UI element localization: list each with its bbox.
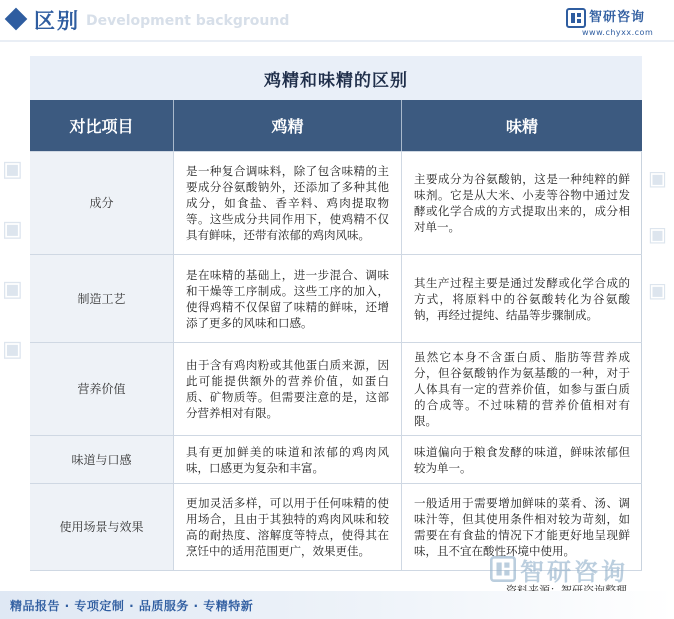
msg-cell: 味道偏向于粮食发酵的味道，鲜味浓郁但较为单一。 <box>414 444 630 475</box>
header-ghost-text: Development background <box>86 13 290 29</box>
chicken-essence-cell: 是在味精的基础上，进一步混合、调味和干燥等工序制成。这些工序的加入，使得鸡精不仅保留了味精的鲜味，还增添了更多的风味和口感。 <box>174 255 402 342</box>
msg-cell: 一般适用于需要增加鲜味的菜肴、汤、调味汁等，但其使用条件相对较为苛刻，如需要在有食盐的情况下才能更好地呈现鲜味，且不宜在酸性环境中使用。 <box>414 496 630 558</box>
diamond-icon <box>5 8 28 31</box>
msg-cell: 主要成分为谷氨酸钠，这是一种纯粹的鲜味剂。它是从大米、小麦等谷物中通过发酵或化学合成的方式提取出来的，成分相对单一。 <box>414 172 630 234</box>
chicken-essence-cell: 是一种复合调味料，除了包含味精的主要成分谷氨酸钠外，还添加了多种其他成分，如食盐、香辛料、鸡肉提取物等。这些成分共同作用下，使鸡精不仅具有鲜味，还带有浓郁的鸡肉风味。 <box>174 152 402 254</box>
chicken-essence-cell: 具有更加鲜美的味道和浓郁的鸡肉风味，口感更为复杂和丰富。 <box>174 436 402 483</box>
watermark-text: 智研咨询 <box>520 557 628 586</box>
table-header-row <box>30 100 642 151</box>
watermark-logo-icon <box>490 556 516 582</box>
footer-slogan: 精品报告 · 专项定制 · 品质服务 · 专精特新 <box>10 599 254 613</box>
table-row <box>30 151 642 254</box>
header-divider <box>0 40 674 42</box>
side-watermark-logo-icon: ▣ ▣ ▣ ▣ <box>2 157 23 362</box>
right-watermark-logo-icon: ▣ ▣ ▣ <box>648 166 667 302</box>
table-title: 鸡精和味精的区别 <box>30 56 642 100</box>
page-footer <box>0 591 674 619</box>
row-label: 成分 <box>30 152 174 254</box>
brand-name: 智研咨询 <box>589 10 646 25</box>
section-title: 区别 <box>34 9 80 33</box>
row-label: 制造工艺 <box>30 255 174 342</box>
row-label: 使用场景与效果 <box>30 484 174 570</box>
brand-logo-icon <box>566 8 586 28</box>
table-row <box>30 254 642 342</box>
watermark-logo <box>490 552 662 586</box>
page-header <box>0 0 674 40</box>
header-comparison-item: 对比项目 <box>30 100 174 151</box>
header-msg: 味精 <box>505 117 538 136</box>
chicken-essence-cell: 由于含有鸡肉粉或其他蛋白质来源，因此可能提供额外的营养价值，如蛋白质、矿物质等。但需要注意的是，这部分营养相对有限。 <box>174 343 402 435</box>
header-chicken-essence: 鸡精 <box>174 100 402 151</box>
msg-cell: 其生产过程主要是通过发酵或化学合成的方式，将原料中的谷氨酸转化为谷氨酸钠，再经过提纯、结晶等步骤制成。 <box>414 275 630 322</box>
chicken-essence-cell: 更加灵活多样，可以用于任何味精的使用场合，且由于其独特的鸡肉风味和较高的耐热度、溶解度等特点，使得其在烹饪中的适用范围更广，效果更佳。 <box>174 484 402 570</box>
row-label: 营养价值 <box>30 343 174 435</box>
msg-cell: 虽然它本身不含蛋白质、脂肪等营养成分，但谷氨酸钠作为氨基酸的一种，对于人体具有一定的营养价值，如参与蛋白质的合成等。不过味精的营养价值相对有限。 <box>414 350 630 428</box>
brand-url: www.chyxx.com <box>582 28 654 37</box>
table-row <box>30 435 642 483</box>
table-row <box>30 342 642 435</box>
row-label: 味道与口感 <box>30 436 174 483</box>
